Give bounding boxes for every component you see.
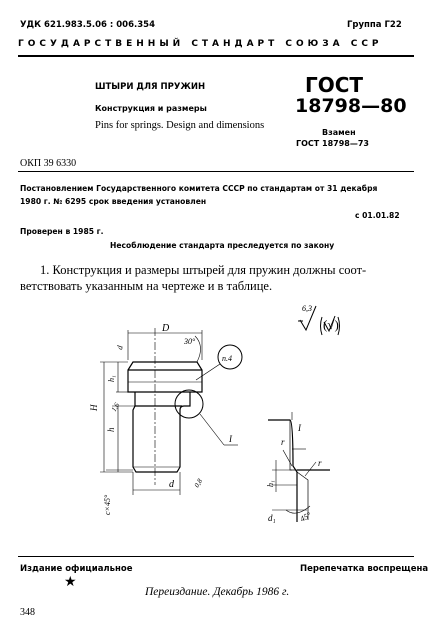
label-chamfer: c×45° [103, 494, 112, 515]
replaces-label: Взамен [322, 128, 356, 137]
label-angle-30: 30° [184, 337, 196, 346]
gost-number: 18798—80 [295, 95, 407, 117]
decree-line-1: Постановлением Государственного комитета СССР по стандартам от 31 декабря [20, 184, 378, 193]
group-code: Группа Г22 [347, 20, 402, 30]
label-r16: 1,6 [109, 401, 122, 413]
detail-label-angle: 45° [298, 510, 313, 524]
label-H: H [89, 404, 99, 411]
reissue-note: Переиздание. Декабрь 1986 г. [145, 586, 290, 598]
label-h1: h₁ [107, 375, 116, 382]
decree-line-2: 1980 г. № 6295 срок введения установлен [20, 197, 207, 206]
label-D: D [162, 323, 170, 334]
label-r08: 0,8 [192, 477, 205, 489]
title-en: Pins for springs. Design and dimensions [95, 120, 265, 131]
replaces-value: ГОСТ 18798—73 [296, 139, 369, 148]
star-icon: ★ [64, 574, 77, 590]
label-d: d [169, 479, 174, 490]
roughness-paren: (√) [323, 317, 339, 332]
detail-label-d1: d₁ [268, 513, 276, 523]
official-edition: Издание официальное [20, 564, 133, 574]
footer-rule [18, 556, 414, 557]
page-number: 348 [20, 607, 35, 618]
title-ru-sub: Конструкция и размеры [95, 104, 207, 113]
label-d-edge: d [115, 344, 125, 351]
pin-main-view [100, 328, 242, 495]
gost-label: ГОСТ [305, 73, 364, 97]
roughness-value: 6,3 [302, 304, 312, 313]
detail-label-r-right: r [318, 458, 322, 468]
label-I: I [229, 434, 232, 444]
para-1-line-1: 1. Конструкция и размеры штырей для пружин должны соот- [40, 263, 367, 277]
reprint-banned: Перепечатка воспрещена [300, 564, 429, 574]
para-1-line-2: ветствовать указанным на чертеже и в таблице. [20, 279, 273, 293]
decree-date: с 01.01.82 [355, 211, 400, 220]
detail-label-h1: h₁ [266, 480, 275, 487]
udk-code: УДК 621.983.5.06 : 006.354 [20, 20, 155, 30]
detail-label-r: r [281, 437, 285, 447]
state-standard-banner: ГОСУДАРСТВЕННЫЙ СТАНДАРТ СОЮЗА ССР [18, 39, 383, 49]
detail-label-I: I [298, 423, 301, 433]
okp-code: ОКП 39 6330 [20, 158, 77, 169]
checked-year: Проверен в 1985 г. [20, 227, 104, 236]
title-ru: ШТЫРИ ДЛЯ ПРУЖИН [95, 82, 206, 92]
violation-notice: Несоблюдение стандарта преследуется по закону [110, 241, 335, 250]
label-h: h [106, 427, 116, 432]
label-ref-p4: п.4 [222, 354, 232, 363]
